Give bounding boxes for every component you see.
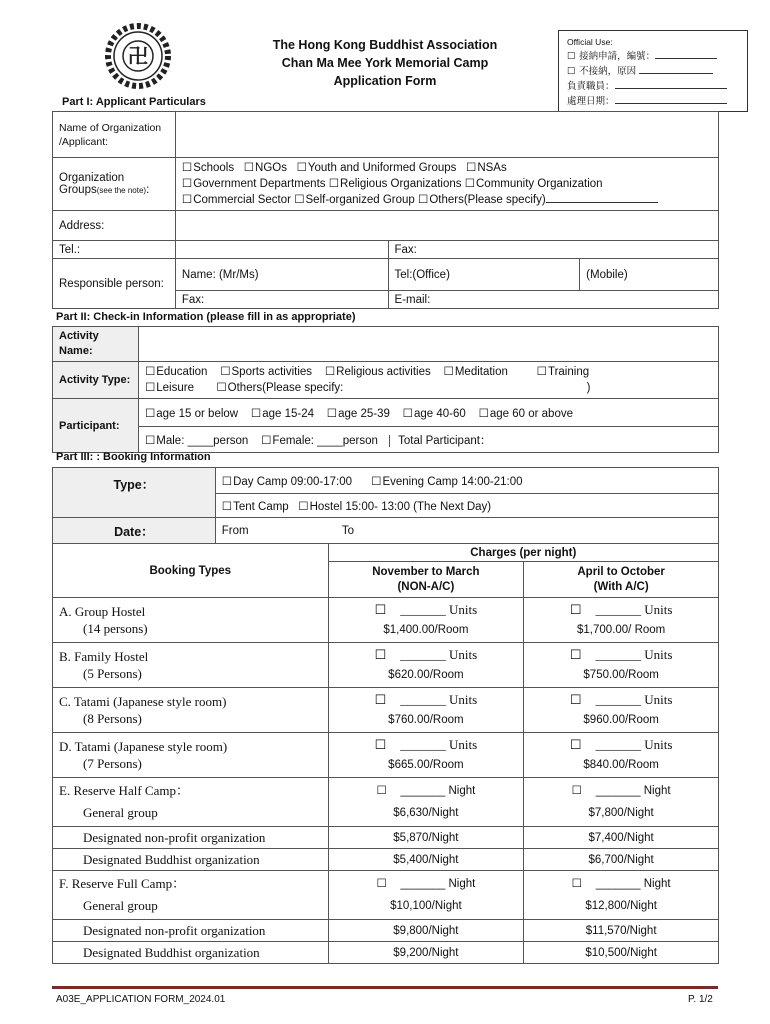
part3-heading: Part III: : Booking Information (56, 451, 211, 463)
checkbox-room-d-nov[interactable] (375, 737, 388, 752)
mobile-field[interactable]: (Mobile) (580, 259, 719, 291)
name-field[interactable] (175, 112, 718, 158)
footer-page: P. 1/2 (688, 994, 713, 1005)
half-nonprofit-p2: $7,400/Night (524, 827, 719, 849)
official-row4: 處理日期： (567, 96, 615, 107)
checkbox-full-nov[interactable] (376, 878, 387, 890)
room-a: A. Group Hostel (14 persons) (53, 598, 329, 643)
tel-field[interactable] (175, 241, 388, 259)
checkbox-reject[interactable] (567, 66, 577, 77)
room-d-apr-oct: ☐ _______ Units $840.00/Room (524, 733, 719, 778)
email-field[interactable]: E-mail: (388, 291, 718, 309)
official-use-box (558, 30, 748, 112)
checkbox-room-a-nov[interactable] (375, 602, 388, 617)
age-options (138, 399, 718, 427)
checkbox-full-apr[interactable] (572, 878, 583, 890)
checkbox-meditation[interactable]: ☐ Meditation (444, 366, 508, 378)
checkbox-age-60-above[interactable]: ☐ age 60 or above (479, 408, 573, 420)
date-range[interactable] (215, 518, 718, 544)
checkbox-youth[interactable]: ☐ Youth and Uniformed Groups (297, 162, 457, 174)
half-nonprofit: Designated non-profit organization (53, 827, 329, 849)
checkbox-sports[interactable]: ☐ Sports activities (220, 366, 312, 378)
applicant-table (52, 111, 719, 309)
checkbox-room-c-nov[interactable] (375, 692, 388, 707)
checkbox-room-b-nov[interactable] (375, 647, 388, 662)
full-camp-nov-mar: ☐ _______ Night $10,100/Night (328, 871, 524, 920)
fax-label[interactable]: Fax: (388, 241, 718, 259)
full-camp: F. Reserve Full Camp： General group (53, 871, 329, 920)
checkbox-room-d-apr[interactable] (570, 737, 583, 752)
responsible-person-label: Responsible person: (53, 259, 176, 309)
address-label: Address: (53, 211, 176, 241)
full-nonprofit-p2: $11,570/Night (524, 920, 719, 942)
date-label: Date： (53, 518, 216, 544)
official-row1: 接納申請，編號： (579, 51, 656, 62)
type-label: Type： (53, 468, 216, 518)
room-c-nov-mar: ☐ _______ Units $760.00/Room (328, 688, 524, 733)
gender-row (138, 427, 718, 453)
checkbox-hostel[interactable]: ☐ Hostel 15:00- 13:00 (The Next Day) (298, 501, 491, 513)
checkbox-age-15-below[interactable]: ☐ age 15 or below (145, 408, 238, 420)
checkbox-education[interactable]: ☐ Education (145, 366, 207, 378)
title-line-3: Application Form (333, 74, 437, 88)
nov-mar-header: November to March (NON-A/C) (328, 562, 524, 598)
address-field[interactable] (175, 211, 718, 241)
booking-type-table (52, 467, 719, 544)
checkbox-room-a-apr[interactable] (570, 602, 583, 617)
checkbox-others-activity[interactable]: ☐ Others(Please specify: (216, 382, 343, 394)
half-buddhist-p2: $6,700/Night (524, 849, 719, 871)
activity-type-options (138, 362, 718, 399)
checkbox-community[interactable]: ☐ Community Organization (465, 178, 603, 190)
room-a-apr-oct: ☐ _______ Units $1,700.00/ Room (524, 598, 719, 643)
room-a-nov-mar: ☐ _______ Units $1,400.00/Room (328, 598, 524, 643)
full-buddhist-p1: $9,200/Night (328, 942, 524, 964)
charges-table (52, 543, 719, 964)
checkbox-leisure[interactable]: ☐ Leisure (145, 382, 194, 394)
full-nonprofit: Designated non-profit organization (53, 920, 329, 942)
checkbox-age-15-24[interactable]: ☐ age 15-24 (251, 408, 314, 420)
checkbox-female[interactable]: ☐ Female: ____person (261, 435, 378, 447)
room-c: C. Tatami (Japanese style room) (8 Persons) (53, 688, 329, 733)
checkbox-schools[interactable]: ☐ Schools (182, 162, 234, 174)
checkbox-room-b-apr[interactable] (570, 647, 583, 662)
room-d: D. Tatami (Japanese style room) (7 Persons) (53, 733, 329, 778)
person-name-field[interactable]: Name: (Mr/Ms) (175, 259, 388, 291)
total-participant[interactable]: Total Participant： (389, 435, 491, 447)
checkbox-age-40-60[interactable]: ☐ age 40-60 (403, 408, 466, 420)
half-camp-nov-mar: ☐ _______ Night $6,630/Night (328, 778, 524, 827)
activity-name-field[interactable] (138, 327, 718, 362)
footer-code: A03E_APPLICATION FORM_2024.01 (56, 994, 226, 1005)
part2-heading: Part II: Check-in Information (please fill in as appropriate) (56, 311, 356, 323)
apr-oct-header: April to October (With A/C) (524, 562, 719, 598)
room-b-apr-oct: ☐ _______ Units $750.00/Room (524, 643, 719, 688)
svg-text:卍: 卍 (128, 46, 148, 68)
groups-label: Organization Groups(see the note): (53, 158, 176, 211)
room-c-apr-oct: ☐ _______ Units $960.00/Room (524, 688, 719, 733)
full-buddhist-p2: $10,500/Night (524, 942, 719, 964)
day-evening-options (215, 468, 718, 494)
activity-name-label: Activity Name: (53, 327, 139, 362)
checkbox-accept[interactable] (567, 51, 577, 62)
checkbox-nsas[interactable]: ☐ NSAs (466, 162, 507, 174)
checkbox-religious-activities[interactable]: ☐ Religious activities (325, 366, 431, 378)
checkbox-half-nov[interactable] (376, 785, 387, 797)
booking-types-header: Booking Types (53, 544, 329, 598)
tent-hostel-options (215, 494, 718, 518)
half-buddhist-p1: $5,400/Night (328, 849, 524, 871)
checkbox-half-apr[interactable] (572, 785, 583, 797)
activity-type-label: Activity Type: (53, 362, 139, 399)
close-paren: ) (586, 382, 591, 394)
checkbox-training[interactable]: ☐ Training (537, 366, 589, 378)
date-to: To (341, 524, 354, 537)
full-camp-apr-oct: ☐ _______ Night $12,800/Night (524, 871, 719, 920)
half-nonprofit-p1: $5,870/Night (328, 827, 524, 849)
checkbox-self-organized[interactable]: ☐ Self-organized Group (294, 194, 415, 206)
checkbox-male[interactable]: ☐ Male: ____person (145, 435, 248, 447)
footer-divider (52, 986, 718, 989)
official-row2: 不接納，原因 (579, 66, 637, 77)
form-title (240, 36, 530, 90)
office-tel-field[interactable]: Tel:(Office) (388, 259, 580, 291)
half-buddhist: Designated Buddhist organization (53, 849, 329, 871)
title-line-2: Chan Ma Mee York Memorial Camp (281, 56, 489, 70)
official-use-heading: Official Use: (567, 37, 613, 47)
date-from: From (221, 524, 249, 537)
name-label: Name of Organization /Applicant: (53, 112, 176, 158)
half-camp-apr-oct: ☐ _______ Night $7,800/Night (524, 778, 719, 827)
official-row3: 負責職員： (567, 81, 615, 92)
room-b-nov-mar: ☐ _______ Units $620.00/Room (328, 643, 524, 688)
half-camp: E. Reserve Half Camp： General group (53, 778, 329, 827)
part1-heading: Part I: Applicant Particulars (62, 96, 206, 108)
title-line-1: The Hong Kong Buddhist Association (272, 38, 498, 52)
full-buddhist: Designated Buddhist organization (53, 942, 329, 964)
checkin-table (52, 326, 719, 453)
checkbox-religious-org[interactable]: ☐ Religious Organizations (329, 178, 462, 190)
checkbox-room-c-apr[interactable] (570, 692, 583, 707)
checkbox-day-camp[interactable]: ☐ Day Camp 09:00-17:00 (222, 476, 352, 488)
tel-label: Tel.: (53, 241, 176, 259)
groups-options (175, 158, 718, 211)
checkbox-others[interactable]: ☐ Others(Please specify) (418, 194, 546, 206)
checkbox-tent-camp[interactable]: ☐ Tent Camp (222, 501, 289, 513)
room-b: B. Family Hostel (5 Persons) (53, 643, 329, 688)
person-fax-field[interactable]: Fax: (175, 291, 388, 309)
checkbox-evening-camp[interactable]: ☐ Evening Camp 14:00-21:00 (371, 476, 522, 488)
checkbox-commercial[interactable]: ☐ Commercial Sector (182, 194, 291, 206)
room-d-nov-mar: ☐ _______ Units $665.00/Room (328, 733, 524, 778)
checkbox-age-25-39[interactable]: ☐ age 25-39 (327, 408, 390, 420)
checkbox-ngos[interactable]: ☐ NGOs (244, 162, 287, 174)
association-logo (100, 18, 176, 94)
checkbox-government[interactable]: ☐ Government Departments (182, 178, 326, 190)
participant-label: Participant: (53, 399, 139, 453)
full-nonprofit-p1: $9,800/Night (328, 920, 524, 942)
charges-header: Charges (per night) (328, 544, 718, 562)
